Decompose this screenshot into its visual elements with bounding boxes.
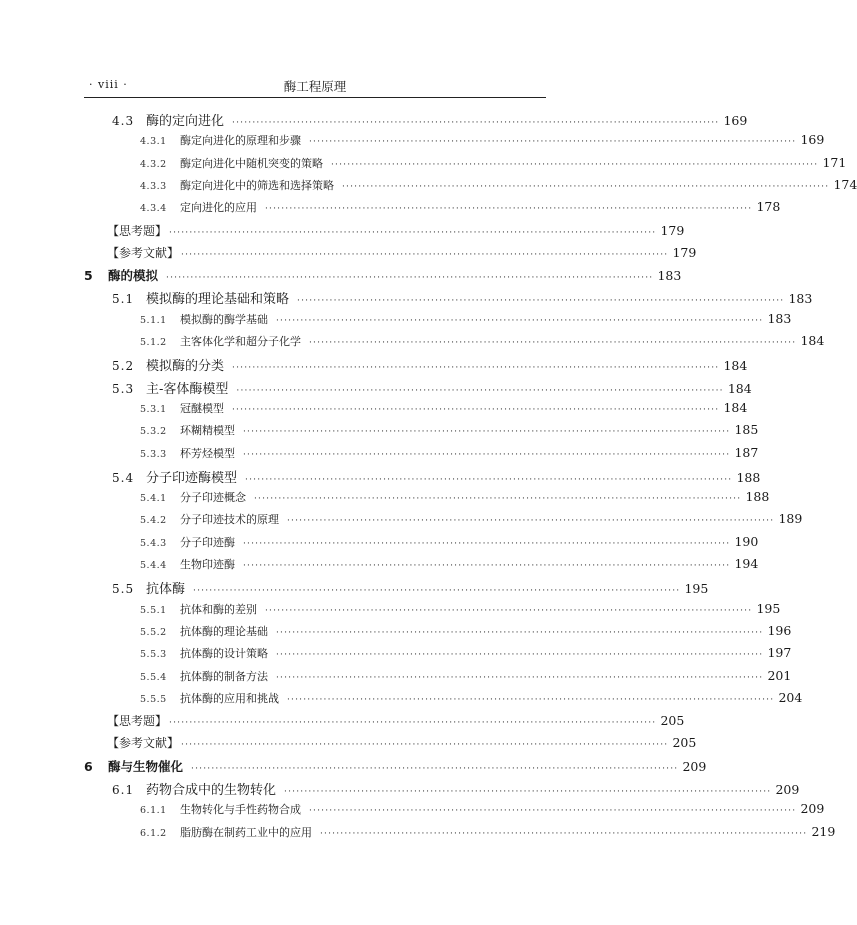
- toc-entry-title: 分子印迹酶模型: [146, 471, 238, 486]
- toc-entry[interactable]: [112, 110, 748, 132]
- toc-entry-title: 主客体化学和超分子化学: [180, 335, 301, 348]
- toc-entry-page: 184: [727, 381, 752, 396]
- toc-entry-title: 酶的模拟: [108, 268, 159, 283]
- toc-entry-page: 183: [788, 291, 813, 306]
- dot-leader: ························································································································: [320, 829, 808, 839]
- toc-entry-page: 209: [800, 801, 825, 816]
- toc-entry-page: 209: [682, 759, 707, 774]
- running-header: [84, 76, 546, 98]
- toc-entry-number: 6.1.2: [140, 828, 167, 839]
- toc-entry[interactable]: [140, 333, 825, 355]
- toc-entry-page: 179: [672, 245, 697, 260]
- toc-entry-page: 184: [800, 333, 825, 348]
- toc-entry[interactable]: [140, 177, 857, 199]
- dot-leader: ························································································································: [276, 673, 764, 683]
- toc-entry-page: 185: [734, 422, 759, 437]
- header-rule: [84, 97, 546, 98]
- toc-entry-page: 188: [736, 470, 761, 485]
- toc-entry-title: 模拟酶的理论基础和策略: [146, 292, 290, 307]
- toc-entry-number: 5.4.3: [140, 538, 167, 549]
- toc-entry[interactable]: [107, 712, 685, 734]
- toc-entry-number: 5.5.5: [140, 694, 167, 705]
- toc-entry-page: 195: [756, 601, 781, 616]
- toc-entry[interactable]: [140, 132, 825, 154]
- toc-entry-page: 188: [745, 489, 770, 504]
- toc-entry[interactable]: [112, 467, 761, 489]
- toc-entry-title: 分子印迹技术的原理: [180, 513, 279, 526]
- toc-entry-title: 生物印迹酶: [180, 558, 235, 571]
- dot-leader: ························································································································: [297, 296, 785, 306]
- toc-entry-page: 171: [822, 155, 847, 170]
- dot-leader: ························································································································: [309, 137, 797, 147]
- toc-entry-page: 219: [811, 824, 836, 839]
- toc-entry-title: 定向进化的应用: [180, 201, 257, 214]
- toc-entry[interactable]: [107, 244, 697, 266]
- dot-leader: ························································································································: [166, 273, 654, 283]
- toc-entry-number: 5.2: [112, 359, 135, 373]
- toc-entry-page: 194: [734, 556, 759, 571]
- toc-entry-page: 179: [660, 223, 685, 238]
- toc-entry[interactable]: [140, 623, 792, 645]
- dot-leader: ························································································································: [342, 182, 830, 192]
- toc-entry-number: 4.3.4: [140, 203, 167, 214]
- toc-entry-number: 5.4.4: [140, 560, 167, 571]
- toc-entry-number: 5.3: [112, 382, 135, 396]
- toc-entry-page: 195: [684, 581, 709, 596]
- toc-entry-title: 环糊精模型: [180, 424, 235, 437]
- dot-leader: ························································································································: [331, 160, 819, 170]
- toc-entry-title: 【思考题】: [107, 224, 168, 238]
- toc-entry-page: 174: [833, 177, 857, 192]
- toc-entry[interactable]: [112, 288, 813, 310]
- toc-entry-page: 209: [775, 782, 800, 797]
- toc-entry[interactable]: [107, 734, 697, 756]
- toc-entry-number: 5.4.2: [140, 515, 167, 526]
- toc-entry[interactable]: [140, 155, 847, 177]
- toc-entry[interactable]: [140, 511, 803, 533]
- toc-entry[interactable]: [140, 311, 792, 333]
- toc-entry-title: 酶的定向进化: [146, 114, 225, 129]
- dot-leader: ························································································································: [309, 338, 797, 348]
- toc-entry[interactable]: [112, 378, 752, 400]
- dot-leader: ························································································································: [276, 650, 764, 660]
- dot-leader: ························································································································: [287, 516, 775, 526]
- toc-entry-page: 204: [778, 690, 803, 705]
- dot-leader: ························································································································: [243, 561, 731, 571]
- toc-entry-title: 抗体酶的理论基础: [180, 625, 268, 638]
- toc-entry-title: 抗体酶的制备方法: [180, 670, 268, 683]
- toc-entry-page: 184: [723, 400, 748, 415]
- toc-entry-page: 201: [767, 668, 792, 683]
- toc-entry[interactable]: [140, 534, 759, 556]
- dot-leader: ························································································································: [181, 250, 669, 260]
- toc-entry-page: 183: [657, 268, 682, 283]
- toc-entry-number: 5.5.3: [140, 649, 167, 660]
- toc-entry-page: 189: [778, 511, 803, 526]
- toc-entry-number: 5.1.1: [140, 315, 167, 326]
- toc-entry-number: 5.4.1: [140, 493, 167, 504]
- toc-entry-title: 主-客体酶模型: [146, 382, 229, 397]
- toc-entry-number: 4.3.2: [140, 159, 167, 170]
- toc-entry[interactable]: [140, 668, 792, 690]
- toc-entry[interactable]: [140, 199, 781, 221]
- dot-leader: ························································································································: [243, 427, 731, 437]
- toc-entry-page: 178: [756, 199, 781, 214]
- toc-entry-title: 【参考文献】: [107, 736, 180, 750]
- toc-entry[interactable]: [140, 556, 759, 578]
- dot-leader: ························································································································: [309, 806, 797, 816]
- toc-entry-number: 5.5.4: [140, 672, 167, 683]
- toc-entry[interactable]: [140, 445, 759, 467]
- toc-entry-page: 196: [767, 623, 792, 638]
- dot-leader: ························································································································: [181, 740, 669, 750]
- toc-entry-page: 197: [767, 645, 792, 660]
- toc-entry-title: 酶定向进化中随机突变的策略: [180, 157, 323, 170]
- dot-leader: ························································································································: [232, 363, 720, 373]
- dot-leader: ························································································································: [232, 118, 720, 128]
- dot-leader: ························································································································: [191, 764, 679, 774]
- dot-leader: ························································································································: [254, 494, 742, 504]
- toc-entry[interactable]: [140, 801, 825, 823]
- toc-entry-number: 5.4: [112, 471, 135, 485]
- toc-entry-number: 6.1: [112, 783, 135, 797]
- dot-leader: ························································································································: [265, 204, 753, 214]
- toc-entry-number: 5.5: [112, 582, 135, 596]
- dot-leader: ························································································································: [169, 718, 657, 728]
- toc-entry[interactable]: [112, 578, 709, 600]
- toc-entry-number: 4.3.1: [140, 136, 167, 147]
- toc-entry[interactable]: [112, 355, 748, 377]
- toc-entry-number: 5.1.2: [140, 337, 167, 348]
- dot-leader: ························································································································: [284, 787, 772, 797]
- toc-entry-number: 5.3.2: [140, 426, 167, 437]
- toc-entry-number: 5.5.1: [140, 605, 167, 616]
- dot-leader: ························································································································: [276, 628, 764, 638]
- toc-entry-title: 模拟酶的酶学基础: [180, 313, 268, 326]
- toc-entry-page: 169: [723, 113, 748, 128]
- toc-entry[interactable]: [140, 601, 781, 623]
- toc-entry-page: 205: [660, 713, 685, 728]
- toc-entry-title: 抗体酶: [146, 582, 186, 597]
- dot-leader: ························································································································: [169, 228, 657, 238]
- toc-entry-title: 酶定向进化中的筛选和选择策略: [180, 179, 334, 192]
- toc-entry-page: 169: [800, 132, 825, 147]
- toc-entry[interactable]: [140, 645, 792, 667]
- toc-entry-title: 抗体酶的设计策略: [180, 647, 268, 660]
- toc-entry-title: 【思考题】: [107, 714, 168, 728]
- toc-entry[interactable]: [107, 222, 685, 244]
- dot-leader: ························································································································: [265, 606, 753, 616]
- dot-leader: ························································································································: [193, 586, 681, 596]
- toc-entry-title: 杯芳烃模型: [180, 447, 235, 460]
- toc-entry-number: 5: [84, 268, 93, 283]
- toc-entry-page: 187: [734, 445, 759, 460]
- toc-entry-title: 分子印迹酶: [180, 536, 235, 549]
- dot-leader: ························································································································: [245, 475, 733, 485]
- toc-entry-page: 190: [734, 534, 759, 549]
- dot-leader: ························································································································: [232, 405, 720, 415]
- toc-entry-page: 205: [672, 735, 697, 750]
- toc-entry-title: 药物合成中的生物转化: [146, 783, 277, 798]
- toc-entry-title: 酶与生物催化: [108, 759, 184, 774]
- dot-leader: ························································································································: [287, 695, 775, 705]
- toc-entry[interactable]: [140, 400, 748, 422]
- dot-leader: ························································································································: [276, 316, 764, 326]
- book-title: 酶工程原理: [283, 79, 347, 94]
- toc-entry-page: 184: [723, 358, 748, 373]
- toc-entry-number: 4.3.3: [140, 181, 167, 192]
- toc-entry-number: 6.1.1: [140, 805, 167, 816]
- toc-entry-title: 酶定向进化的原理和步骤: [180, 134, 301, 147]
- toc-entry[interactable]: [112, 779, 800, 801]
- toc-entry[interactable]: [140, 690, 803, 712]
- dot-leader: ························································································································: [243, 539, 731, 549]
- toc-entry[interactable]: [84, 266, 682, 288]
- toc-entry-page: 183: [767, 311, 792, 326]
- toc-entry-title: 【参考文献】: [107, 246, 180, 260]
- toc-entry[interactable]: [140, 824, 836, 846]
- toc-entry[interactable]: [84, 757, 707, 779]
- toc-entry[interactable]: [140, 489, 770, 511]
- toc-entry-number: 5.1: [112, 292, 135, 306]
- toc-entry-title: 分子印迹概念: [180, 491, 246, 504]
- toc-entry-title: 生物转化与手性药物合成: [180, 803, 301, 816]
- toc-entry-title: 模拟酶的分类: [146, 359, 225, 374]
- toc-entry-title: 脂肪酶在制药工业中的应用: [180, 826, 312, 839]
- toc-entry-title: 抗体酶的应用和挑战: [180, 692, 279, 705]
- toc-entry-number: 4.3: [112, 114, 135, 128]
- toc-entry-number: 5.3.1: [140, 404, 167, 415]
- toc-entry-number: 5.3.3: [140, 449, 167, 460]
- toc-entry-title: 冠醚模型: [180, 402, 224, 415]
- dot-leader: ························································································································: [243, 450, 731, 460]
- toc-entry-title: 抗体和酶的差别: [180, 603, 257, 616]
- toc-entry-number: 6: [84, 759, 93, 774]
- toc-entry[interactable]: [140, 422, 759, 444]
- toc-entry-number: 5.5.2: [140, 627, 167, 638]
- page-label: · viii ·: [89, 78, 128, 91]
- dot-leader: ························································································································: [236, 386, 724, 396]
